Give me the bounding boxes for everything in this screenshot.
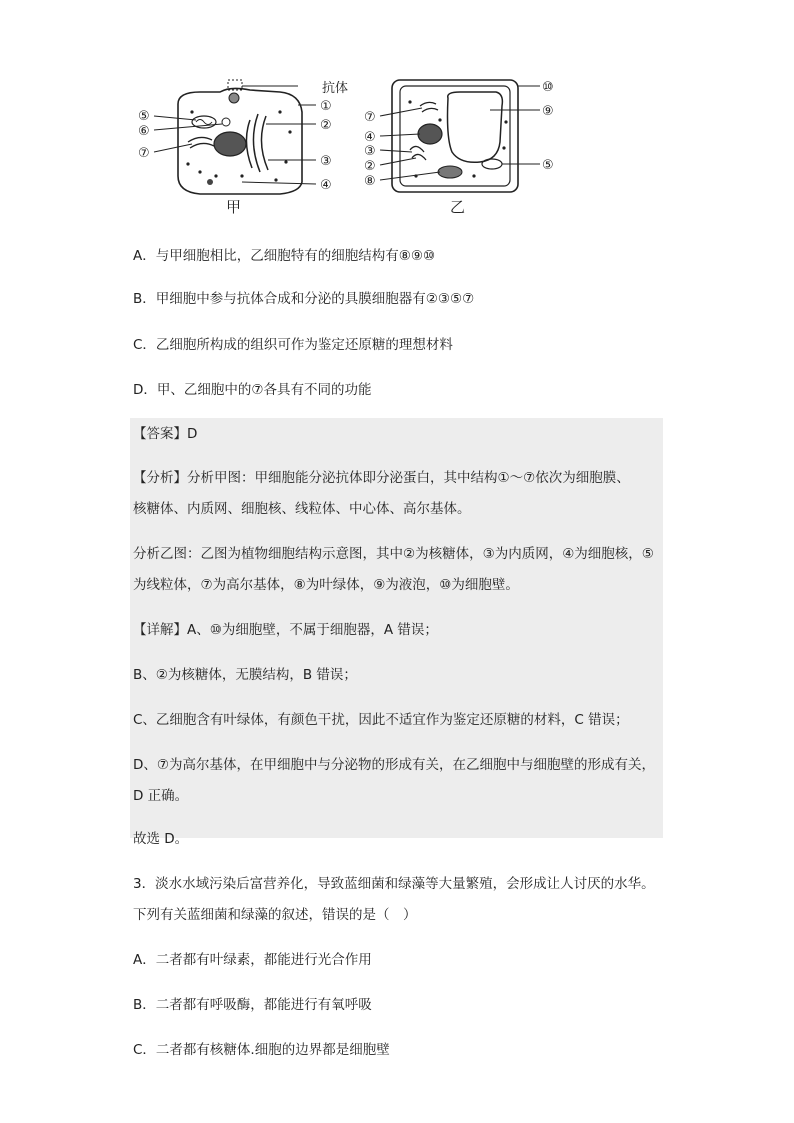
- analysis-line-1: 【分析】分析甲图：甲细胞能分泌抗体即分泌蛋白，其中结构①～⑦依次为细胞膜、: [133, 470, 630, 486]
- q2-option-a: A．与甲细胞相比，乙细胞特有的细胞结构有⑧⑨⑩: [133, 248, 436, 264]
- q3-option-b: B．二者都有呼吸酶，都能进行有氧呼吸: [133, 997, 372, 1013]
- detail-d-line-1: D、⑦为高尔基体，在甲细胞中与分泌物的形成有关，在乙细胞中与细胞壁的形成有关，: [133, 757, 655, 773]
- cell-a-label-1: ①: [320, 99, 332, 114]
- q3-option-a: A．二者都有叶绿素，都能进行光合作用: [133, 952, 372, 968]
- detail-a: 【详解】A、⑩为细胞壁，不属于细胞器，A 错误；: [133, 622, 438, 638]
- cell-b-label-3: ③: [364, 144, 376, 159]
- cell-a-label-3: ③: [320, 154, 332, 169]
- detail-c: C、乙细胞含有叶绿体，有颜色干扰，因此不适宜作为鉴定还原糖的材料，C 错误；: [133, 712, 629, 728]
- cell-b-caption: 乙: [450, 198, 466, 216]
- detail-d-line-2: D 正确。: [133, 788, 189, 804]
- cell-b-label-4: ④: [364, 130, 376, 145]
- q2-option-d: D．甲、乙细胞中的⑦各具有不同的功能: [133, 382, 372, 398]
- cell-diagram: [130, 72, 570, 222]
- cell-b-label-2: ②: [364, 159, 376, 174]
- q2-option-c: C．乙细胞所构成的组织可作为鉴定还原糖的理想材料: [133, 337, 453, 353]
- cell-b-label-8: ⑧: [364, 174, 376, 189]
- cell-b-label-5: ⑤: [542, 158, 554, 173]
- plant-cell: [380, 80, 540, 192]
- q2-option-b: B．甲细胞中参与抗体合成和分泌的具膜细胞器有②③⑤⑦: [133, 291, 475, 307]
- analysis-line-4: 为线粒体，⑦为高尔基体，⑧为叶绿体，⑨为液泡，⑩为细胞壁。: [133, 577, 519, 593]
- cell-diagram-figure: [130, 72, 570, 222]
- animal-cell: [154, 80, 316, 194]
- cell-a-label-5: ⑤: [138, 109, 150, 124]
- cell-b-label-10: ⑩: [542, 80, 554, 95]
- cell-b-label-9: ⑨: [542, 104, 554, 119]
- detail-b: B、②为核糖体，无膜结构，B 错误；: [133, 667, 357, 683]
- analysis-line-2: 核糖体、内质网、细胞核、线粒体、中心体、高尔基体。: [133, 501, 471, 517]
- q3-stem-line-2: 下列有关蓝细菌和绿藻的叙述，错误的是（ ）: [133, 907, 417, 923]
- cell-a-label-7: ⑦: [138, 146, 150, 161]
- q3-stem-line-1: 3．淡水水域污染后富营养化，导致蓝细菌和绿藻等大量繁殖，会形成让人讨厌的水华。: [133, 876, 655, 892]
- answer-line: 【答案】D: [133, 426, 198, 442]
- conclusion: 故选 D。: [133, 831, 189, 847]
- cell-a-label-6: ⑥: [138, 124, 150, 139]
- q3-option-c: C．二者都有核糖体.细胞的边界都是细胞壁: [133, 1042, 390, 1058]
- cell-b-label-7: ⑦: [364, 110, 376, 125]
- cell-a-caption: 甲: [226, 198, 242, 216]
- cell-a-label-2: ②: [320, 118, 332, 133]
- antibody-label: 抗体: [322, 81, 349, 96]
- cell-a-label-4: ④: [320, 178, 332, 193]
- analysis-line-3: 分析乙图：乙图为植物细胞结构示意图，其中②为核糖体，③为内质网，④为细胞核，⑤: [133, 546, 654, 562]
